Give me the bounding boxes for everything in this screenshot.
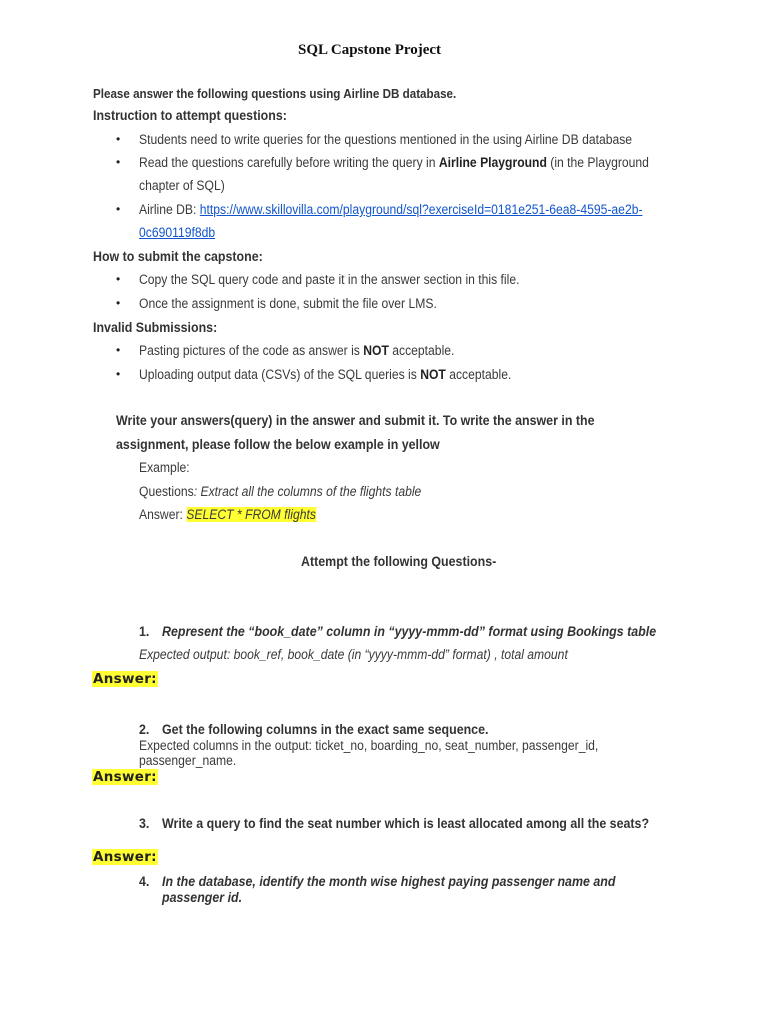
invalid-item-2-pre: Uploading output data (CSVs) of the SQL queries is <box>139 367 421 382</box>
answer-label-1: Answer: <box>93 671 157 687</box>
question-1-text: Represent the “book_date” column in “yyyy-mmm-dd” format using Bookings table <box>162 624 657 639</box>
question-3-number: 3. <box>139 816 150 831</box>
invalid-item-2-bold: NOT <box>420 367 446 382</box>
answer-label-2: Answer: <box>93 769 157 785</box>
airline-db-link-line2[interactable]: 0c690119f8db <box>139 225 216 240</box>
submit-heading: How to submit the capstone: <box>93 249 263 264</box>
example-answer <box>139 507 316 522</box>
attempt-heading: Attempt the following Questions- <box>301 554 497 569</box>
submit-item-2: Once the assignment is done, submit the file over LMS. <box>139 296 437 311</box>
instruction-item-2-bold: Airline Playground <box>438 155 547 170</box>
write-instruction-line2: assignment, please follow the below example in yellow <box>116 437 440 452</box>
question-1-number: 1. <box>139 624 150 639</box>
example-question-text: : Extract all the columns of the flights table <box>193 484 422 499</box>
instruction-item-2-pre: Read the questions carefully before writing the query in <box>139 155 439 170</box>
question-4-number: 4. <box>139 874 150 889</box>
bullet-icon: • <box>116 343 121 357</box>
question-1-expected: Expected output: book_ref, book_date (in “yyyy-mmm-dd” format) , total amount <box>139 647 568 662</box>
question-4-text-line2: passenger id. <box>162 890 243 905</box>
invalid-item-1 <box>139 343 454 358</box>
invalid-heading: Invalid Submissions: <box>93 320 218 335</box>
bullet-icon: • <box>116 272 121 286</box>
bullet-icon: • <box>116 132 121 146</box>
submit-item-1: Copy the SQL query code and paste it in the answer section in this file. <box>139 272 520 287</box>
example-question <box>139 484 421 499</box>
bullet-icon: • <box>116 202 121 216</box>
instruction-heading: Instruction to attempt questions: <box>93 108 287 123</box>
airline-db-link[interactable]: https://www.skillovilla.com/playground/sql?exerciseId=0181e251-6ea8-4595-ae2b- <box>199 202 643 217</box>
bullet-icon: • <box>116 367 121 381</box>
invalid-item-2-post: acceptable. <box>445 367 512 382</box>
instruction-item-2 <box>139 155 649 170</box>
intro-text: Please answer the following questions using Airline DB database. <box>93 87 457 101</box>
bullet-icon: • <box>116 155 121 169</box>
instruction-item-3 <box>139 202 643 217</box>
write-instruction-line1: Write your answers(query) in the answer and submit it. To write the answer in the <box>116 413 595 428</box>
invalid-item-1-pre: Pasting pictures of the code as answer is <box>139 343 364 358</box>
question-2-expected-line1: Expected columns in the output: ticket_no, boarding_no, seat_number, passenger_id, <box>139 738 599 753</box>
example-answer-text: SELECT * FROM flights <box>186 507 316 522</box>
example-question-label: Questions <box>139 484 194 499</box>
instruction-item-1: Students need to write queries for the questions mentioned in the using Airline DB database <box>139 132 633 147</box>
question-4-text-line1: In the database, identify the month wise highest paying passenger name and <box>162 874 616 889</box>
invalid-item-1-bold: NOT <box>363 343 389 358</box>
invalid-item-2 <box>139 367 511 382</box>
question-2-number: 2. <box>139 722 150 737</box>
question-2-expected-line2: passenger_name. <box>139 753 237 768</box>
instruction-item-2-post: (in the Playground <box>546 155 649 170</box>
example-label: Example: <box>139 460 190 475</box>
invalid-item-1-post: acceptable. <box>388 343 455 358</box>
example-answer-label: Answer: <box>139 507 187 522</box>
instruction-item-3-pre: Airline DB: <box>139 202 200 217</box>
question-2-text: Get the following columns in the exact same sequence. <box>162 722 489 737</box>
answer-label-3: Answer: <box>93 849 157 865</box>
page-title: SQL Capstone Project <box>298 42 442 58</box>
bullet-icon: • <box>116 296 121 310</box>
question-3-text: Write a query to find the seat number which is least allocated among all the seats? <box>162 816 650 831</box>
instruction-item-2-line2: chapter of SQL) <box>139 178 225 193</box>
